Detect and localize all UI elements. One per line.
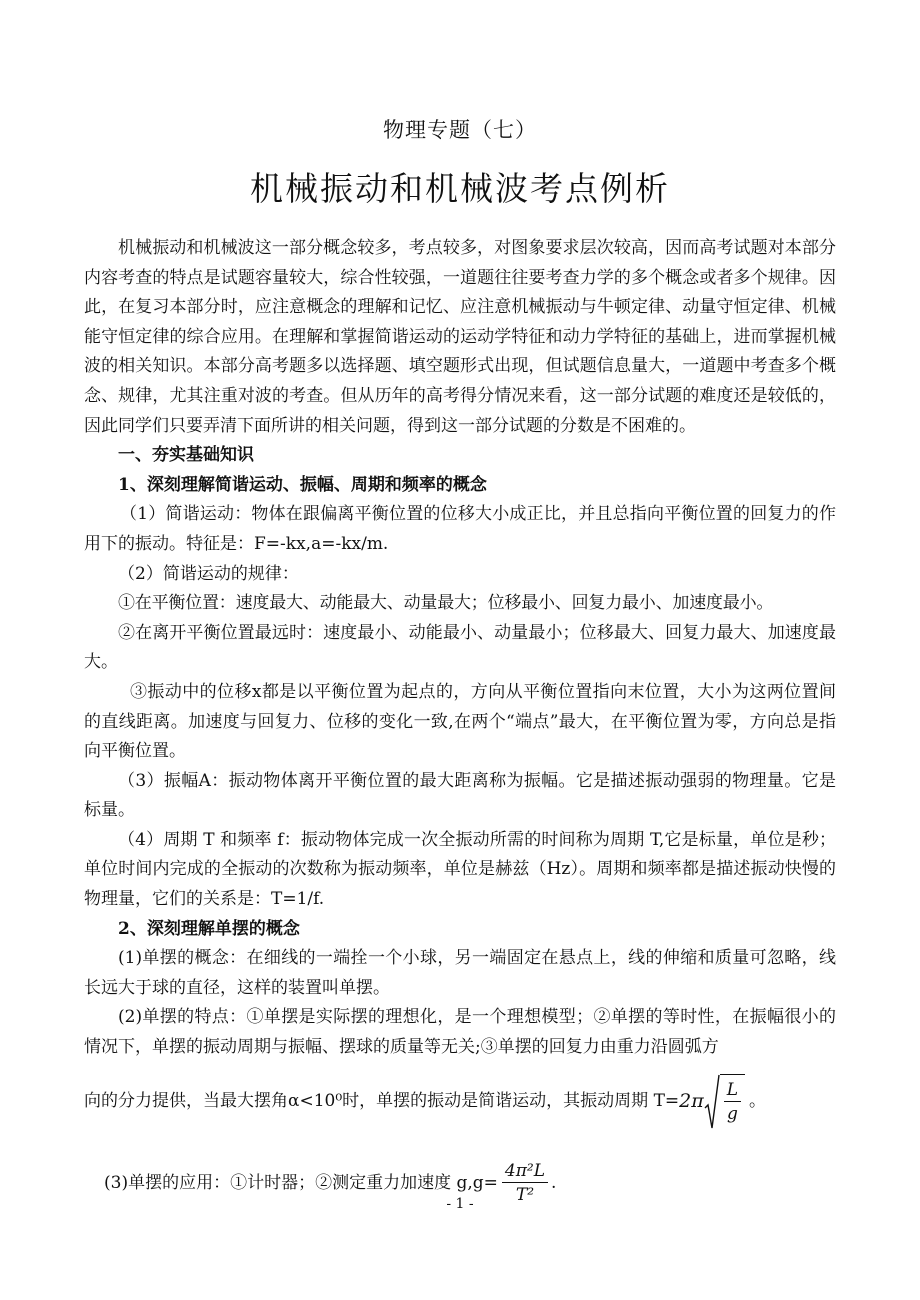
document-body [84,234,836,1211]
shm-rule-3: ③振动中的位移x都是以平衡位置为起点的，方向从平衡位置指向末位置，大小为这两位置间的直线距离。加速度与回复力、位移的变化一致,在两个“端点”最大，在平衡位置为零，方向总是指向平衡位置。 [84,681,836,762]
intro-paragraph: 机械振动和机械波这一部分概念较多，考点较多，对图象要求层次较高，因而高考试题对本部分内容考查的特点是试题容量较大，综合性较强，一道题往往要考查力学的多个概念或者多个规律。因此，在复习本部分时，应注意概念的理解和记忆、应注意机械振动与牛顿定律、动量守恒定律、机械能守恒定律的综合应用。在理解和掌握简谐运动的运动学特征和动力学特征的基础上，进而掌握机械波的相关知识。本部分高考题多以选择题、填空题形式出现，但试题信息量大，一道题中考查多个概念、规律，尤其注重对波的考查。但从历年的高考得分情况来看，这一部分试题的难度还是较低的，因此同学们只要弄清下面所讲的相关问题，得到这一部分试题的分数是不困难的。 [84,238,836,436]
shm-rule-2: ②在离开平衡位置最远时：速度最小、动能最小、动量最小；位移最大、回复力最大、加速度最大。 [84,622,836,673]
fraction-denominator: g [726,1103,738,1124]
period-end-mark: 。 [749,1090,767,1111]
series-subtitle: 物理专题（七） [383,118,537,142]
section-heading-1: 一、夯实基础知识 [118,445,254,466]
gravity-numerator: 4π²L [502,1160,548,1183]
page-title: 机械振动和机械波考点例析 [250,169,670,208]
subsection-heading-2: 2、深刻理解单摆的概念 [118,918,300,939]
pendulum-period-line [84,1073,836,1131]
shm-rule-1: ①在平衡位置：速度最大、动能最大、动量最大；位移最小、回复力最小、加速度最小。 [118,593,774,614]
page-number: - 1 - [446,1196,474,1212]
pendulum-features: (2)单摆的特点：①单摆是实际摆的理想化，是一个理想模型；②单摆的等时性，在振幅很小的情况下，单摆的振动周期与振幅、摆球的质量等无关;③单摆的回复力由重力沿圆弧方 [84,1007,836,1058]
radical-sign-icon [704,1074,720,1130]
pendulum-application-text: (3)单摆的应用：①计时器；②测定重力加速度 g,g= [104,1172,498,1193]
period-frequency-definition: （4）周期 T 和频率 f：振动物体完成一次全振动所需的时间称为周期 T,它是标量，单位是秒；单位时间内完成的全振动的次数称为振动频率，单位是赫兹（Hz）。周期和频率都是描述振动快慢的物理量，它们的关系是：T=1/f. [84,829,836,910]
subsection-heading-1: 1、深刻理解简谐运动、振幅、周期和频率的概念 [118,474,487,495]
amplitude-definition: （3）振幅A：振动物体离开平衡位置的最大距离称为振幅。它是描述振动强弱的物理量。它是标量。 [84,770,836,821]
sqrt-expression [704,1074,745,1130]
pendulum-period-text: 向的分力提供，当最大摆角α<10⁰时，单摆的振动是简谐运动，其振动周期 T= [84,1090,680,1111]
pendulum-concept: (1)单摆的概念：在细线的一端拴一个小球，另一端固定在悬点上，线的伸缩和质量可忽略，线长远大于球的直径，这样的装置叫单摆。 [84,948,836,998]
shm-rules-heading: （2）简谐运动的规律： [118,563,299,584]
gravity-denominator: T² [515,1185,535,1206]
period-fraction [724,1079,741,1126]
period-coefficient: 2π [679,1089,704,1112]
fraction-numerator: L [724,1079,741,1102]
shm-definition: （1）简谐运动：物体在跟偏离平衡位置的位移大小成正比，并且总指向平衡位置的回复力的作用下的振动。特征是：F=-kx,a=-kx/m. [84,504,836,554]
gravity-end-mark: . [551,1172,557,1193]
sqrt-radicand [720,1074,745,1130]
